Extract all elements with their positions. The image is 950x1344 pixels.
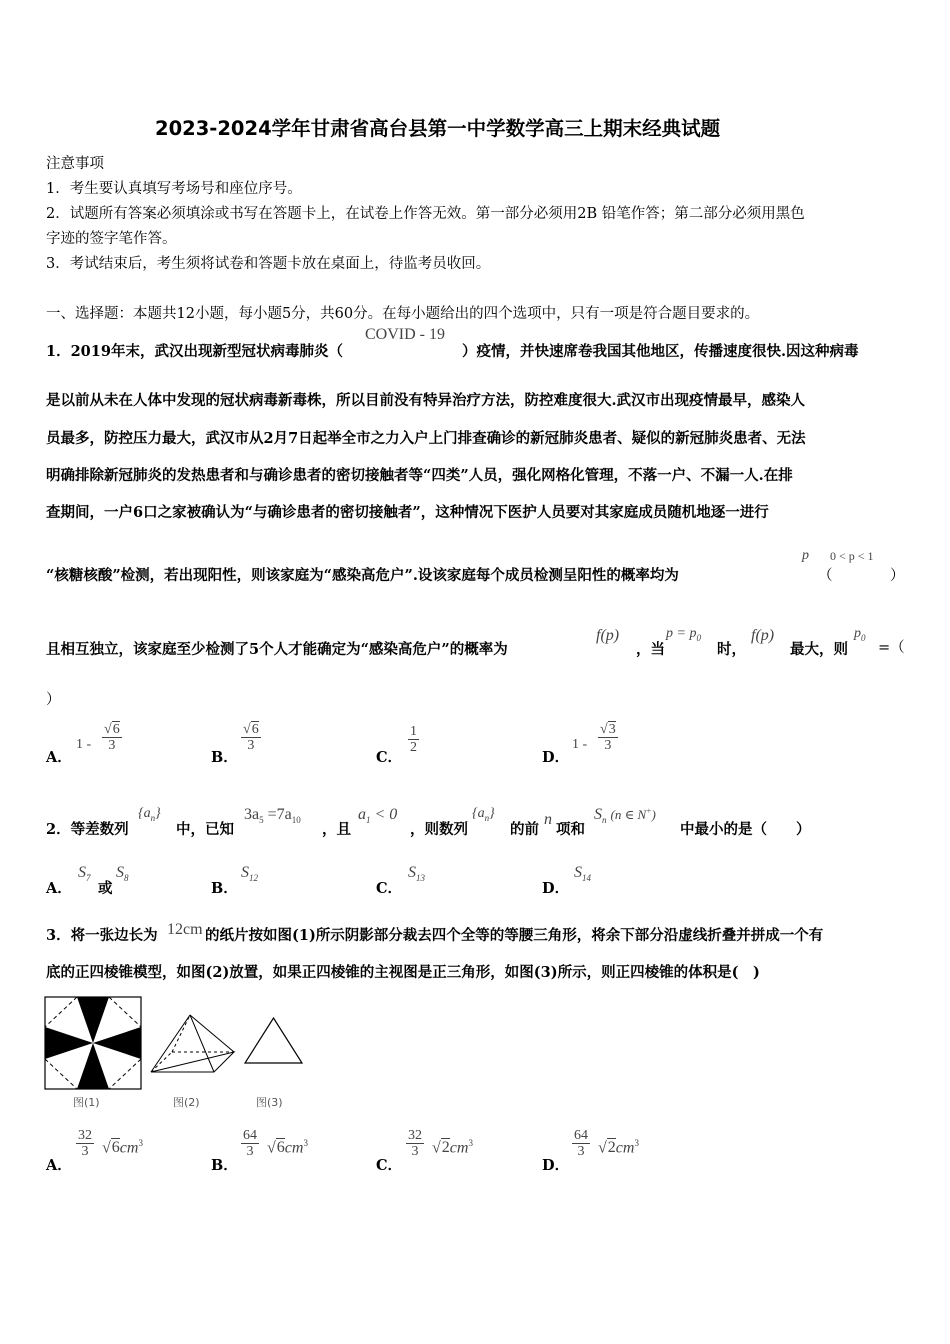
option-letter: C． [376, 1157, 403, 1174]
q2-an2: $\{a_n\}$ [472, 806, 495, 823]
notice-item: 字迹的签字笔作答。 [46, 231, 177, 247]
fraction-numerator: 64 [574, 1128, 588, 1143]
unit: cm [119, 1139, 139, 1157]
option-value [78, 864, 91, 883]
page-title: 2023-2024学年甘肃省高台县第一中学数学高三上期末经典试题 [155, 117, 721, 140]
option-letter: B． [211, 880, 238, 897]
fraction-numerator: 3 [608, 722, 616, 737]
q2-t1: 2．等差数列 [46, 821, 129, 838]
q1-line3: 员最多，防控压力最大，武汉市从2月7日起举全市之力入户上门排查确诊的新冠肺炎患者、疑似的新冠肺炎患者、无法 [46, 430, 806, 447]
option-radical: $√6cm^3$ [102, 1138, 143, 1157]
q1-line1b: ）疫情，并快速席卷我国其他地区，传播速度很快.因这种病毒 [462, 343, 859, 360]
q1-paren-close: ） [890, 568, 905, 584]
option-letter: D． [542, 1157, 570, 1174]
q1-fp2: f(p) [751, 627, 775, 644]
q2-an-text: {a [138, 806, 151, 821]
q1-line7a: 且相互独立，该家庭至少检测了5个人才能确定为“感染高危户”的概率为 [46, 641, 508, 658]
option-s: S [116, 864, 124, 881]
option-fraction [408, 724, 419, 756]
q1-line4: 明确排除新冠肺炎的发热患者和与确诊患者的密切接触者等“四类”人员，强化网格化管理，不落一户、不漏一人.在排 [46, 467, 793, 484]
q2-t3: ，且 [322, 821, 351, 838]
option-value [408, 864, 425, 883]
q1-p-eq-p0-text: p = p [666, 626, 697, 641]
option-fraction: $\frac{√6}{3}$ [104, 722, 120, 754]
option-letter: C． [376, 749, 403, 766]
fraction-numerator: 32 [408, 1128, 422, 1143]
q1-line7d: 最大，则 [790, 641, 848, 658]
fraction-denominator: 2 [410, 740, 417, 756]
q2-an: $\{a_n\}$ [138, 806, 161, 823]
option-sub: 13 [416, 873, 425, 884]
q1-fp: f(p) [596, 627, 620, 644]
q1-p0: $p_0$ [854, 626, 866, 643]
option-letter: D． [542, 749, 570, 766]
option-sub: 7 [86, 873, 91, 884]
option-radical: $√2cm^3$ [598, 1138, 639, 1157]
figure-2-label: 图(2) [173, 1096, 200, 1109]
notice-heading: 注意事项 [46, 156, 104, 172]
option-sub: 12 [249, 873, 258, 884]
option-sub: 8 [124, 873, 129, 884]
option-letter: C． [376, 880, 403, 897]
q1-line5: 查期间，一户6口之家被确认为“与确诊患者的密切接触者”，这种情况下医护人员要对其家庭成员随机地逐一进行 [46, 504, 769, 521]
fraction-numerator: 1 [410, 724, 417, 739]
q2-a1-text: a [358, 806, 366, 823]
option-s: S [574, 864, 582, 881]
q2-t5: 的前 [510, 821, 539, 838]
option-prefix: 1 - [76, 737, 92, 752]
notice-item: 2．试题所有答案必须填涂或书写在答题卡上，在试卷上作答无效。第一部分必须用2B 铅笔作答；第二部分必须用黑色 [46, 206, 805, 222]
option-or: 或 [98, 880, 113, 897]
option-value [574, 864, 591, 883]
option-fraction [241, 1128, 259, 1160]
q3-line1b: 的纸片按如图(1)所示阴影部分裁去四个全等的等腰三角形，将余下部分沿虚线折叠并拼成一个有 [205, 927, 824, 944]
option-radical: $√2cm^3$ [432, 1138, 473, 1157]
q1-line8: ） [46, 692, 61, 708]
fraction-denominator: 3 [76, 1143, 94, 1159]
fraction-denominator: 3 [598, 737, 618, 753]
q1-line1a: 1．2019年末，武汉出现新型冠状病毒肺炎（ [46, 343, 343, 360]
option-fraction [76, 1128, 94, 1160]
q1-line7e: =（ [878, 640, 905, 656]
notice-item: 1．考生要认真填写考场号和座位序号。 [46, 181, 302, 197]
q2-a1: $a_1 < 0$ [358, 806, 398, 826]
option-prefix: 1 - [572, 737, 588, 752]
option-letter: B． [211, 1157, 238, 1174]
option-radical: $√6cm^3$ [267, 1138, 308, 1157]
option-s: S [78, 864, 86, 881]
fraction-numerator: 32 [78, 1128, 92, 1143]
figure-1-square [44, 996, 144, 1092]
fraction-denominator: 3 [406, 1143, 424, 1159]
section-heading: 一、选择题：本题共12小题，每小题5分，共60分。在每小题给出的四个选项中，只有一项是符合题目要求的。 [46, 306, 760, 322]
fraction-denominator: 3 [102, 737, 122, 753]
q2-t2: 中，已知 [176, 821, 234, 838]
q1-line7c: 时， [717, 641, 746, 658]
figure-3-label: 图(3) [256, 1096, 283, 1109]
option-fraction [406, 1128, 424, 1160]
q1-p: p [802, 548, 809, 563]
q3-length: 12cm [167, 921, 203, 938]
q2-t7: 中最小的是（ ） [680, 821, 811, 838]
option-sub: 14 [582, 873, 591, 884]
option-fraction [572, 1128, 590, 1160]
q3-line2: 底的正四棱锥模型，如图(2)放置，如果正四棱锥的主视图是正三角形，如图(3)所示，则正四棱锥的体积是( ) [46, 964, 760, 981]
q2-n: n [544, 811, 552, 828]
q3-line1a: 3．将一张边长为 [46, 927, 158, 944]
figure-2-pyramid [148, 1012, 238, 1078]
option-letter: A． [46, 749, 72, 766]
q1-line6: “核糖核酸”检测，若出现阳性，则该家庭为“感染高危户”.设该家庭每个成员检测呈阳性的概率均为 [46, 567, 679, 584]
q2-sn: $S_n$ (n ∈ N+) [594, 806, 656, 826]
unit: cm [284, 1139, 304, 1157]
radicand: 2 [607, 1139, 616, 1157]
option-letter: B． [211, 749, 238, 766]
fraction-numerator: 64 [243, 1128, 257, 1143]
option-value-2 [116, 864, 129, 883]
q2-sn-text: S [594, 806, 602, 823]
option-letter: A． [46, 880, 72, 897]
option-fraction: $\frac{√6}{3}$ [243, 722, 259, 754]
q1-line2: 是以前从未在人体中发现的冠状病毒新毒株，所以目前没有特异治疗方法，防控难度很大.武汉市出现疫情最早，感染人 [46, 392, 806, 409]
radicand: 6 [276, 1139, 285, 1157]
option-s: S [241, 864, 249, 881]
q1-condition: 0 < p < 1 [830, 549, 874, 563]
fraction-numerator: 6 [251, 722, 259, 737]
notice-item: 3．考试结束后，考生须将试卷和答题卡放在桌面上，待监考员收回。 [46, 256, 491, 272]
q2-equation: $3a_5 =7a_{10}$ [244, 806, 301, 826]
radicand: 2 [441, 1139, 450, 1157]
unit: cm [449, 1139, 469, 1157]
q2-t6: 项和 [556, 821, 585, 838]
fraction-denominator: 3 [241, 1143, 259, 1159]
option-value [241, 864, 258, 883]
fraction-denominator: 3 [572, 1143, 590, 1159]
radicand: 6 [111, 1139, 120, 1157]
figure-3-triangle [243, 1016, 305, 1066]
option-letter: D． [542, 880, 570, 897]
q1-p-eq-p0: $p = p_0$ [666, 626, 701, 643]
q1-covid: COVID - 19 [365, 326, 445, 343]
q2-t4: ，则数列 [410, 821, 468, 838]
q1-paren-open: （ [818, 568, 833, 584]
q1-p0-text: p [854, 626, 861, 641]
option-fraction: $\frac{√3}{3}$ [600, 722, 616, 754]
option-letter: A． [46, 1157, 72, 1174]
fraction-denominator: 3 [241, 737, 261, 753]
unit: cm [615, 1139, 635, 1157]
fraction-numerator: 6 [112, 722, 120, 737]
q1-line7b: ，当 [636, 641, 665, 658]
option-s: S [408, 864, 416, 881]
figure-1-label: 图(1) [73, 1096, 100, 1109]
q2-eq-text: 3a [244, 806, 260, 823]
